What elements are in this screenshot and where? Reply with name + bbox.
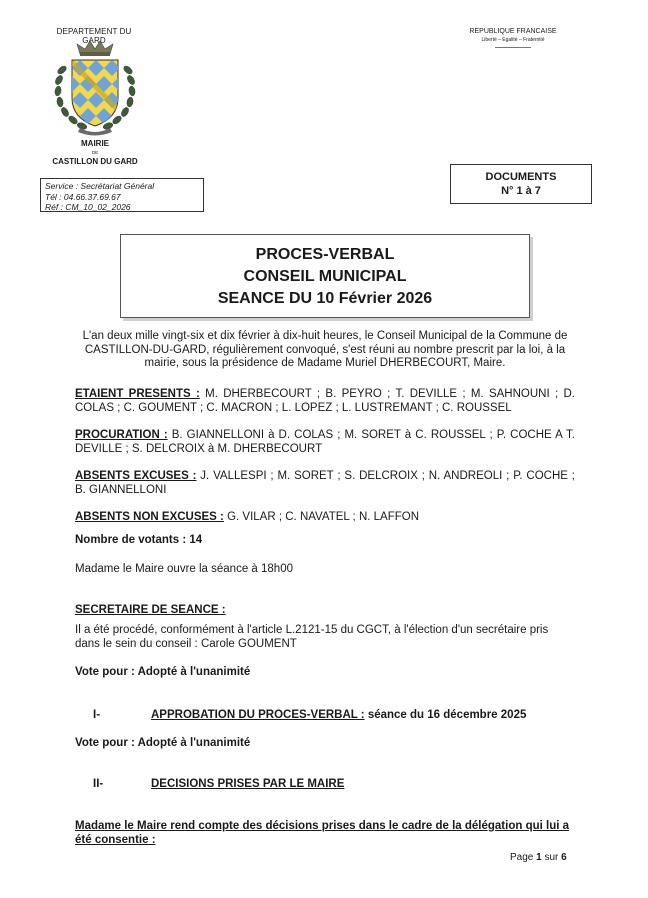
vote-result-1: Vote pour : Adopté à l'unanimité [75, 666, 251, 678]
presents-paragraph [75, 388, 575, 415]
procuration-label: PROCURATION : [75, 429, 168, 441]
title-line-2: CONSEIL MUNICIPAL [243, 268, 407, 285]
page-total: 6 [561, 852, 567, 863]
documents-label: DOCUMENTS [485, 171, 557, 183]
coat-of-arms-logo [50, 40, 140, 138]
vote-result-2: Vote pour : Adopté à l'unanimité [75, 737, 251, 749]
absents-excuses-label: ABSENTS EXCUSES : [75, 470, 197, 482]
session-opening: Madame le Maire ouvre la séance à 18h00 [75, 563, 293, 575]
page-number [510, 852, 567, 863]
title-box [120, 234, 530, 318]
page-current: 1 [536, 852, 542, 863]
procuration-paragraph [75, 429, 575, 456]
republic-label: REPUBLIQUE FRANCAISE [469, 28, 557, 35]
presents-list: M. DHERBECOURT ; B. PEYRO ; T. DEVILLE ; M. SAHNOUNI ; D. COLAS ; C. GOUMENT ; C. MACRON ; L. LOPEZ ; L. LUSTREMANT ; C. ROUSSEL [75, 388, 575, 414]
page-prefix: Page [510, 852, 537, 863]
section-1-text: séance du 16 décembre 2025 [364, 709, 527, 721]
absents-non-excuses-list: G. VILAR ; C. NAVATEL ; N. LAFFON [223, 511, 420, 523]
secretaire-text: Il a été procédé, conformément à l'article L.2121-15 du CGCT, à l'élection d'un secrétaire pris dans le sein du conseil : Carole GOUMENT [75, 624, 549, 650]
section-1-heading [75, 709, 575, 723]
title-line-3: SEANCE DU 10 Février 2026 [217, 290, 433, 307]
section-2-label: DECISIONS PRISES PAR LE MAIRE [151, 778, 345, 790]
commune-name: CASTILLON DU GARD [52, 157, 138, 166]
procuration-list: B. GIANNELLONI à D. COLAS ; M. SORET à C. ROUSSEL ; P. COCHE A T. DEVILLE ; S. DELCROIX à M. DHERBECOURT [75, 429, 575, 455]
presents-label: ETAIENT PRESENTS : [75, 388, 200, 400]
page-middle: sur [541, 852, 562, 863]
section-1-label: APPROBATION DU PROCES-VERBAL : [151, 709, 365, 721]
de-label: DE [91, 150, 99, 155]
mairie-block [40, 139, 150, 166]
documents-box [450, 164, 592, 204]
documents-range: N° 1 à 7 [501, 185, 541, 197]
divider [495, 47, 531, 48]
absents-non-excuses-label: ABSENTS NON EXCUSES : [75, 511, 224, 523]
service-phone: Tél : 04.66.37.69.67 [45, 191, 121, 202]
service-name: Service : Secrétariat Général [45, 181, 155, 191]
section-2-heading [75, 778, 575, 792]
votants-count: Nombre de votants : 14 [75, 534, 203, 546]
republic-header [458, 28, 568, 48]
motto: Liberté – Egalité – Fraternité [481, 37, 545, 43]
section-1-number: I- [93, 709, 101, 721]
absents-excuses-list: J. VALLESPI ; M. SORET ; S. DELCROIX ; N. ANDREOLI ; P. COCHE ; B. GIANNELLONI [75, 470, 575, 496]
section-2-number: II- [93, 778, 104, 790]
absents-non-excuses-paragraph [75, 511, 575, 525]
service-box [40, 178, 204, 212]
title-line-1: PROCES-VERBAL [255, 246, 395, 263]
service-reference: Réf : CM_10_02_2026 [45, 202, 131, 212]
compte-rendu-text: Madame le Maire rend compte des décisions prises dans le cadre de la délégation qui lui a été consentie : [75, 820, 570, 846]
intro-paragraph: L'an deux mille vingt-six et dix février à dix-huit heures, le Conseil Municipal de la Commune de CASTILLON-DU-GARD, régulièrement convoqué, s'est réuni au nombre prescrit par la loi, à la mairie, sous la présidence de Madame Muriel DHERBECOURT, Maire. [82, 330, 568, 369]
mairie-label: MAIRIE [81, 139, 109, 148]
secretaire-label: SECRETAIRE DE SEANCE : [75, 604, 226, 616]
absents-excuses-paragraph [75, 470, 575, 497]
department-label: DEPARTEMENT DU GARD [56, 27, 132, 45]
